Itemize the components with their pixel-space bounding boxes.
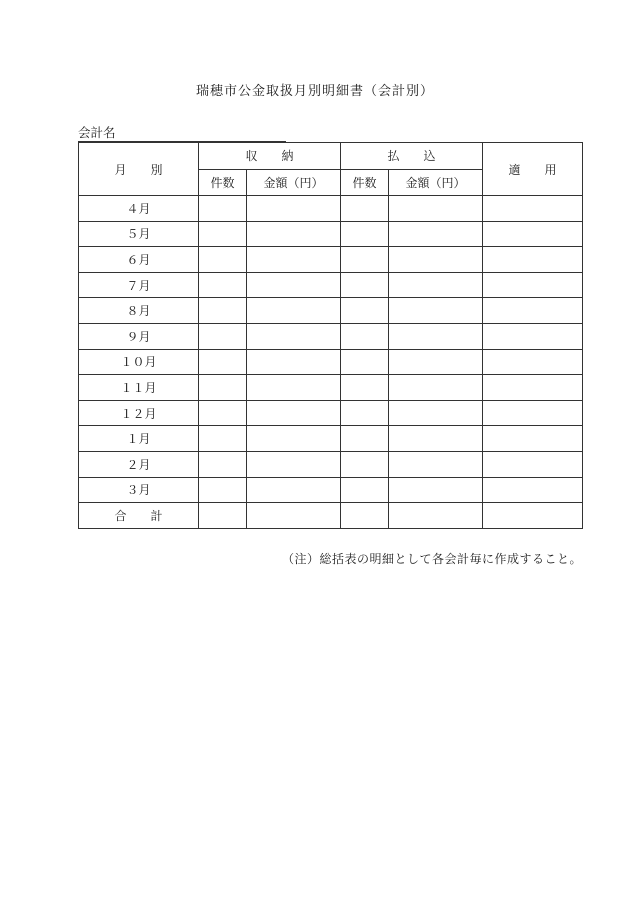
total-payment-amount-cell[interactable] xyxy=(389,503,483,529)
remarks-cell[interactable] xyxy=(483,451,583,477)
receipt-count-cell[interactable] xyxy=(199,298,247,324)
payment-count-cell[interactable] xyxy=(341,426,389,452)
table-row xyxy=(79,400,583,426)
total-remarks-cell[interactable] xyxy=(483,503,583,529)
total-label-cell: 合 計 xyxy=(79,503,199,529)
month-cell: ９月 xyxy=(79,323,199,349)
payment-count-cell[interactable] xyxy=(341,221,389,247)
document-title: 瑞穂市公金取扱月別明細書（会計別） xyxy=(195,84,434,99)
remarks-cell[interactable] xyxy=(483,477,583,503)
header-receipt-count: 件数 xyxy=(199,169,247,196)
payment-count-cell[interactable] xyxy=(341,298,389,324)
receipt-count-cell[interactable] xyxy=(199,400,247,426)
payment-amount-cell[interactable] xyxy=(389,196,483,222)
payment-amount-cell[interactable] xyxy=(389,323,483,349)
payment-count-cell[interactable] xyxy=(341,323,389,349)
table-row xyxy=(79,426,583,452)
month-cell: ２月 xyxy=(79,451,199,477)
payment-count-cell[interactable] xyxy=(341,349,389,375)
payment-count-cell[interactable] xyxy=(341,400,389,426)
payment-amount-cell[interactable] xyxy=(389,451,483,477)
month-cell: ３月 xyxy=(79,477,199,503)
month-cell: １月 xyxy=(79,426,199,452)
receipt-count-cell[interactable] xyxy=(199,349,247,375)
receipt-count-cell[interactable] xyxy=(199,477,247,503)
receipt-amount-cell[interactable] xyxy=(247,221,341,247)
receipt-count-cell[interactable] xyxy=(199,451,247,477)
remarks-cell[interactable] xyxy=(483,196,583,222)
payment-amount-cell[interactable] xyxy=(389,375,483,401)
header-receipt-amount: 金額（円） xyxy=(247,169,341,196)
remarks-cell[interactable] xyxy=(483,272,583,298)
payment-amount-cell[interactable] xyxy=(389,298,483,324)
receipt-count-cell[interactable] xyxy=(199,426,247,452)
table-row xyxy=(79,298,583,324)
payment-amount-cell[interactable] xyxy=(389,247,483,273)
remarks-cell[interactable] xyxy=(483,247,583,273)
header-receipt: 収 納 xyxy=(199,143,341,170)
receipt-count-cell[interactable] xyxy=(199,323,247,349)
payment-amount-cell[interactable] xyxy=(389,349,483,375)
receipt-amount-cell[interactable] xyxy=(247,400,341,426)
header-remarks: 適 用 xyxy=(483,143,583,196)
payment-count-cell[interactable] xyxy=(341,272,389,298)
payment-amount-cell[interactable] xyxy=(389,272,483,298)
payment-count-cell[interactable] xyxy=(341,477,389,503)
header-payment-amount: 金額（円） xyxy=(389,169,483,196)
receipt-amount-cell[interactable] xyxy=(247,247,341,273)
month-cell: ７月 xyxy=(79,272,199,298)
receipt-count-cell[interactable] xyxy=(199,375,247,401)
table-row xyxy=(79,375,583,401)
account-name-field[interactable] xyxy=(78,125,286,142)
table-row xyxy=(79,349,583,375)
remarks-cell[interactable] xyxy=(483,400,583,426)
table-row xyxy=(79,323,583,349)
payment-amount-cell[interactable] xyxy=(389,400,483,426)
month-cell: １２月 xyxy=(79,400,199,426)
payment-amount-cell[interactable] xyxy=(389,221,483,247)
receipt-amount-cell[interactable] xyxy=(247,477,341,503)
table-header xyxy=(79,143,583,196)
remarks-cell[interactable] xyxy=(483,375,583,401)
total-payment-count-cell[interactable] xyxy=(341,503,389,529)
payment-count-cell[interactable] xyxy=(341,247,389,273)
receipt-amount-cell[interactable] xyxy=(247,375,341,401)
receipt-amount-cell[interactable] xyxy=(247,349,341,375)
month-cell: ８月 xyxy=(79,298,199,324)
month-cell: ４月 xyxy=(79,196,199,222)
total-row xyxy=(79,503,583,529)
receipt-count-cell[interactable] xyxy=(199,196,247,222)
total-receipt-count-cell[interactable] xyxy=(199,503,247,529)
payment-amount-cell[interactable] xyxy=(389,426,483,452)
payment-count-cell[interactable] xyxy=(341,196,389,222)
receipt-count-cell[interactable] xyxy=(199,221,247,247)
header-row-top xyxy=(79,143,583,170)
receipt-amount-cell[interactable] xyxy=(247,451,341,477)
payment-count-cell[interactable] xyxy=(341,375,389,401)
receipt-amount-cell[interactable] xyxy=(247,298,341,324)
table-row xyxy=(79,196,583,222)
receipt-amount-cell[interactable] xyxy=(247,272,341,298)
payment-amount-cell[interactable] xyxy=(389,477,483,503)
month-cell: ６月 xyxy=(79,247,199,273)
month-cell: １０月 xyxy=(79,349,199,375)
remarks-cell[interactable] xyxy=(483,426,583,452)
receipt-count-cell[interactable] xyxy=(199,272,247,298)
header-payment-count: 件数 xyxy=(341,169,389,196)
receipt-amount-cell[interactable] xyxy=(247,426,341,452)
payment-count-cell[interactable] xyxy=(341,451,389,477)
remarks-cell[interactable] xyxy=(483,349,583,375)
footnote: （注）総括表の明細として各会計毎に作成すること。 xyxy=(281,552,582,566)
total-receipt-amount-cell[interactable] xyxy=(247,503,341,529)
table-body xyxy=(79,196,583,529)
header-payment: 払 込 xyxy=(341,143,483,170)
receipt-amount-cell[interactable] xyxy=(247,323,341,349)
table-row xyxy=(79,221,583,247)
remarks-cell[interactable] xyxy=(483,298,583,324)
account-name-label: 会計名 xyxy=(78,125,116,140)
header-month: 月 別 xyxy=(79,143,199,196)
month-cell: １１月 xyxy=(79,375,199,401)
month-cell: ５月 xyxy=(79,221,199,247)
receipt-amount-cell[interactable] xyxy=(247,196,341,222)
monthly-ledger-table xyxy=(78,142,583,529)
remarks-cell[interactable] xyxy=(483,221,583,247)
receipt-count-cell[interactable] xyxy=(199,247,247,273)
table-row xyxy=(79,477,583,503)
table-row xyxy=(79,272,583,298)
remarks-cell[interactable] xyxy=(483,323,583,349)
table-row xyxy=(79,247,583,273)
table-row xyxy=(79,451,583,477)
